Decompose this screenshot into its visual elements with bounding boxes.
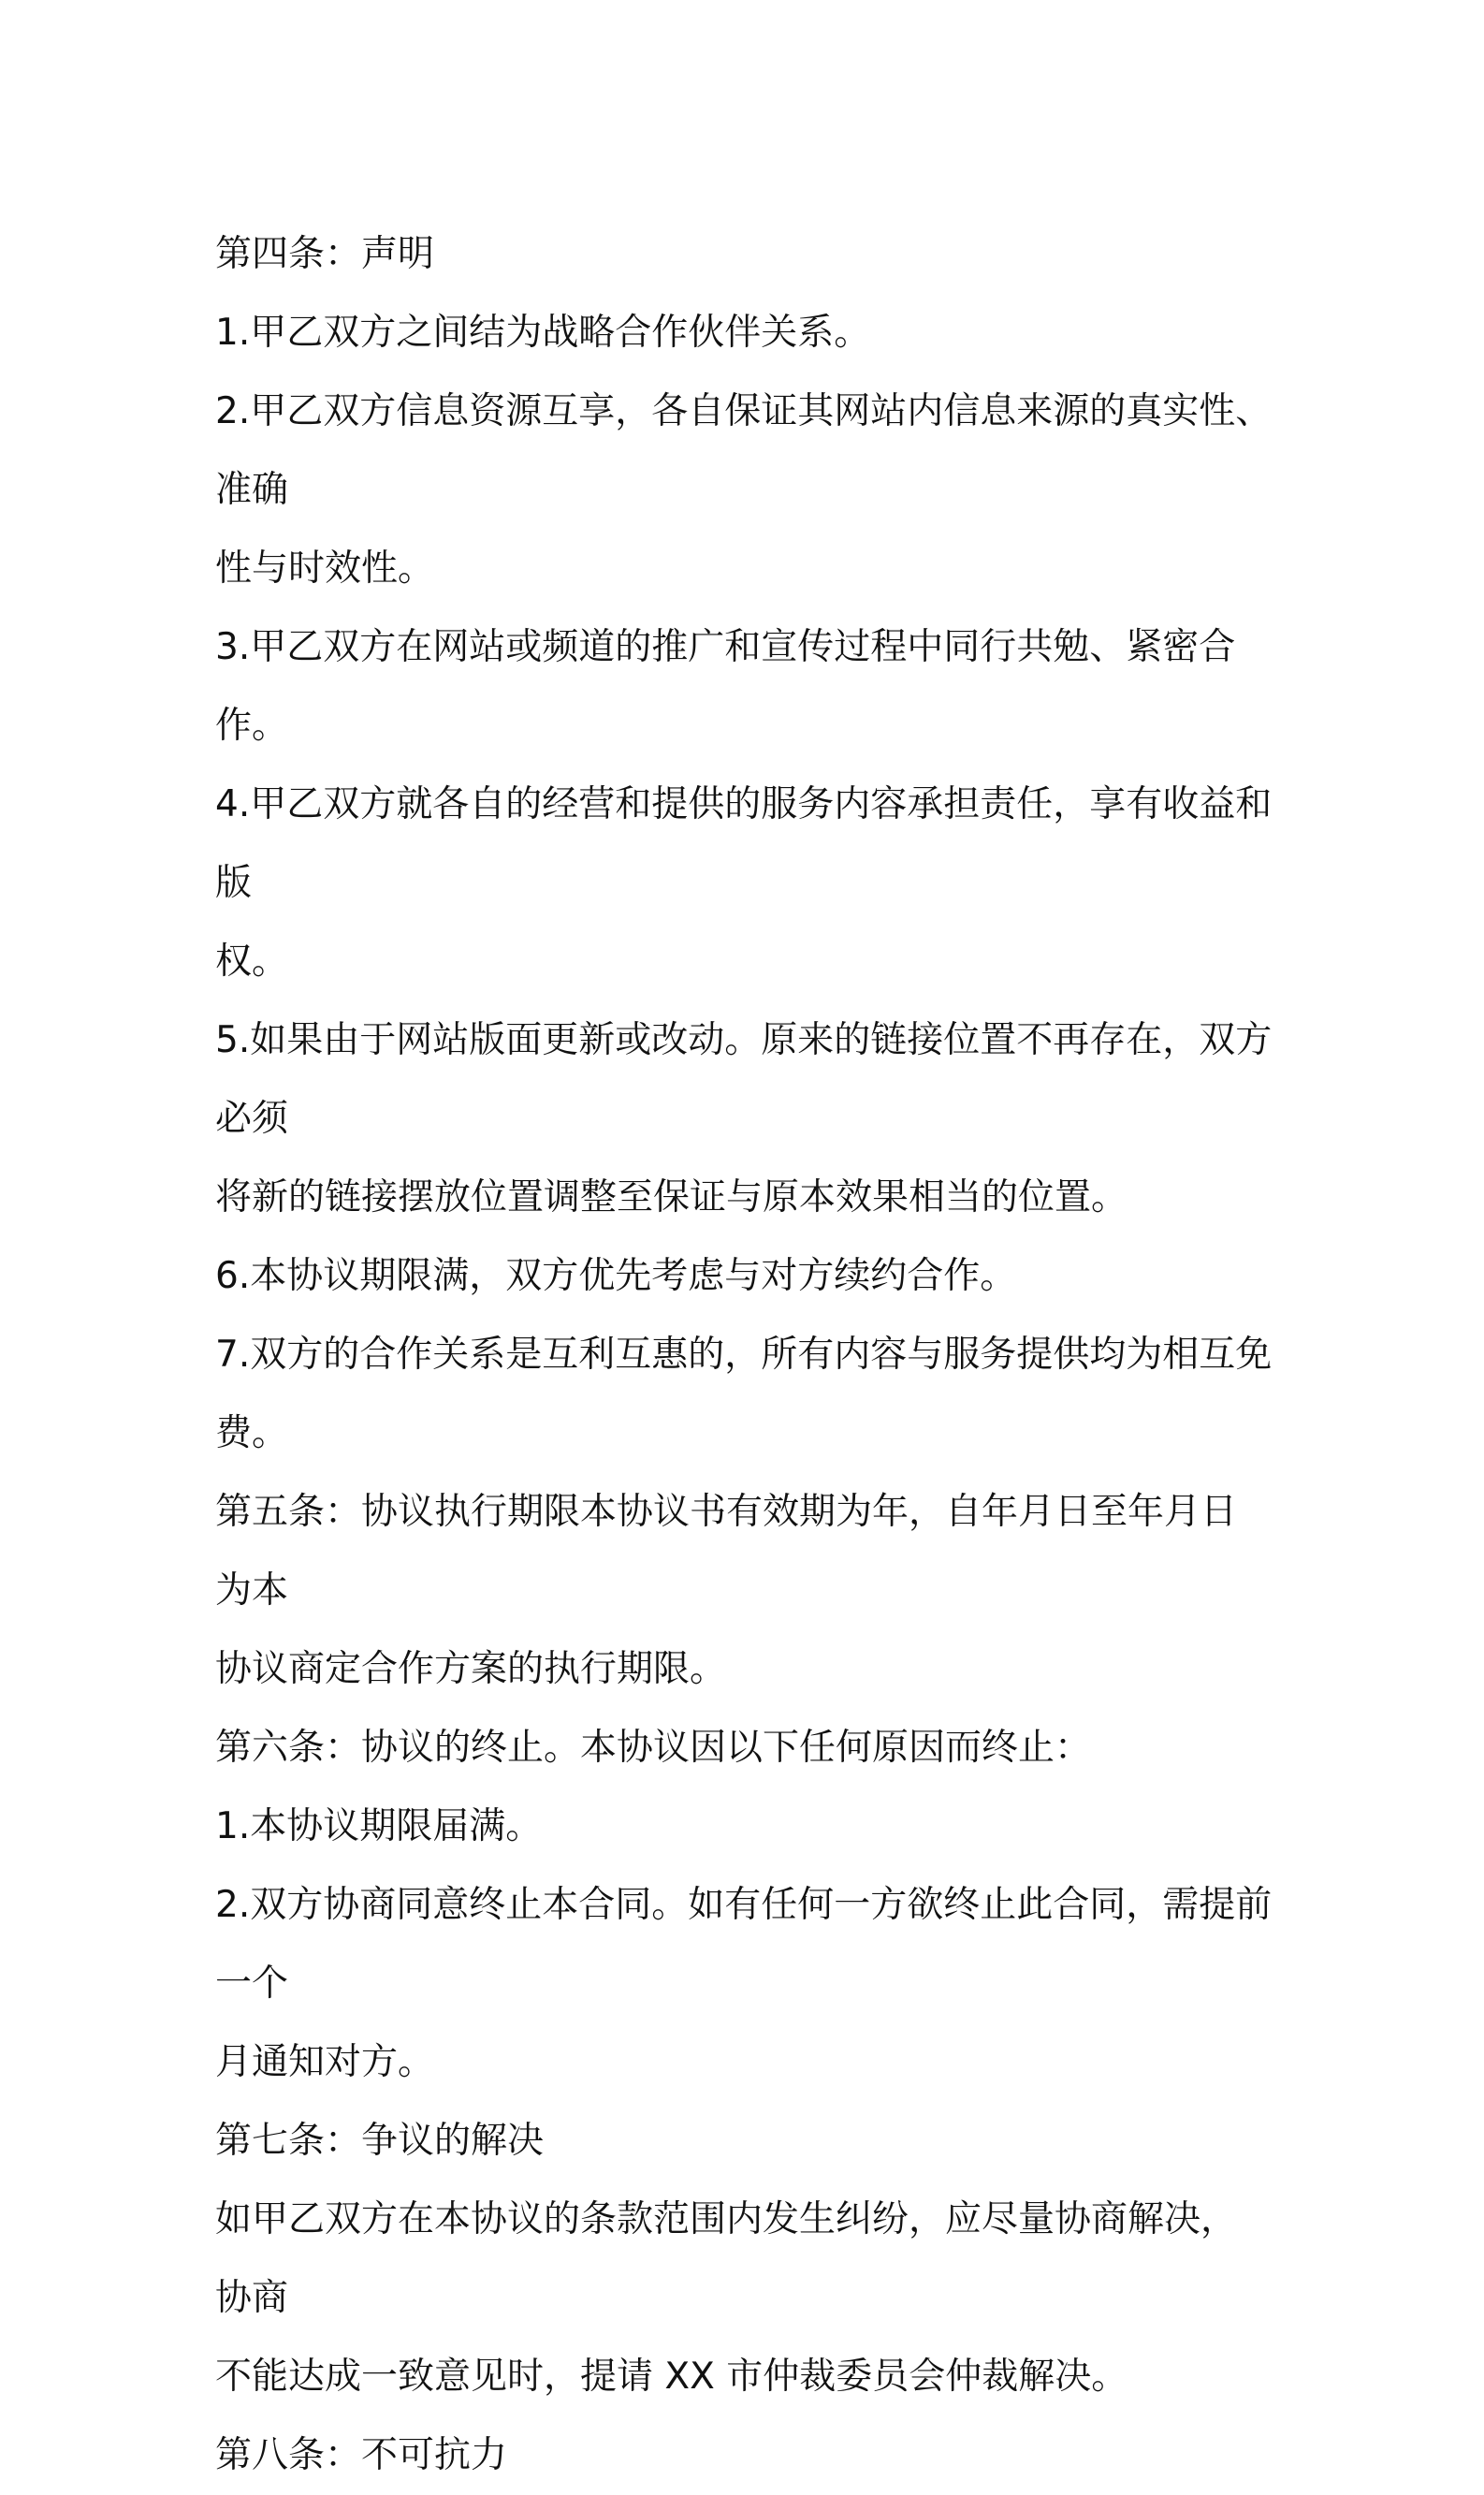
section-5-line-2: 协议商定合作方案的执行期限。 (215, 1648, 727, 1690)
clause-4-3: 3.甲乙双方在网站或频道的推广和宣传过程中同行共勉、紧密合作。 (215, 626, 1236, 747)
clause-4-7: 7.双方的合作关系是互利互惠的，所有内容与服务提供均为相互免费。 (215, 1334, 1273, 1454)
section-5-line-1: 第五条：协议执行期限本协议书有效期为年，自年月日至年月日为本 (215, 1491, 1238, 1612)
clause-4-2-line-1: 2.甲乙双方信息资源互享，各自保证其网站内信息来源的真实性、准确 (215, 390, 1273, 511)
clause-4-2-line-2: 性与时效性。 (215, 547, 435, 590)
section-6-heading: 第六条：协议的终止。本协议因以下任何原因而终止： (215, 1727, 1092, 1769)
clause-4-4-line-1: 4.甲乙双方就各自的经营和提供的服务内容承担责任，享有收益和版 (215, 783, 1273, 904)
section-7-text-line-1: 如甲乙双方在本协议的条款范围内发生纠纷，应尽量协商解决，协商 (215, 2198, 1238, 2319)
clause-4-1: 1.甲乙双方之间结为战略合作伙伴关系。 (215, 312, 871, 354)
clause-4-5-line-2: 将新的链接摆放位置调整至保证与原本效果相当的位置。 (215, 1176, 1128, 1218)
clause-4-4-line-2: 权。 (215, 941, 289, 983)
clause-4-5-line-1: 5.如果由于网站版面更新或改动。原来的链接位置不再存在，双方必须 (215, 1019, 1273, 1140)
clause-6-2-line-2: 月通知对方。 (215, 2041, 435, 2083)
clause-6-2-line-1: 2.双方协商同意终止本合同。如有任何一方欲终止此合同，需提前一个 (215, 1884, 1273, 2005)
document-page (215, 215, 1273, 2495)
section-7-text-line-2: 不能达成一致意见时，提请 XX 市仲裁委员会仲裁解决。 (215, 2356, 1128, 2398)
section-8-heading: 第八条：不可抗力 (215, 2434, 508, 2476)
clause-4-6: 6.本协议期限满，双方优先考虑与对方续约合作。 (215, 1255, 1017, 1297)
section-4-heading: 第四条：声明 (215, 233, 435, 275)
section-7-heading: 第七条：争议的解决 (215, 2120, 545, 2162)
clause-6-1: 1.本协议期限届满。 (215, 1805, 543, 1847)
